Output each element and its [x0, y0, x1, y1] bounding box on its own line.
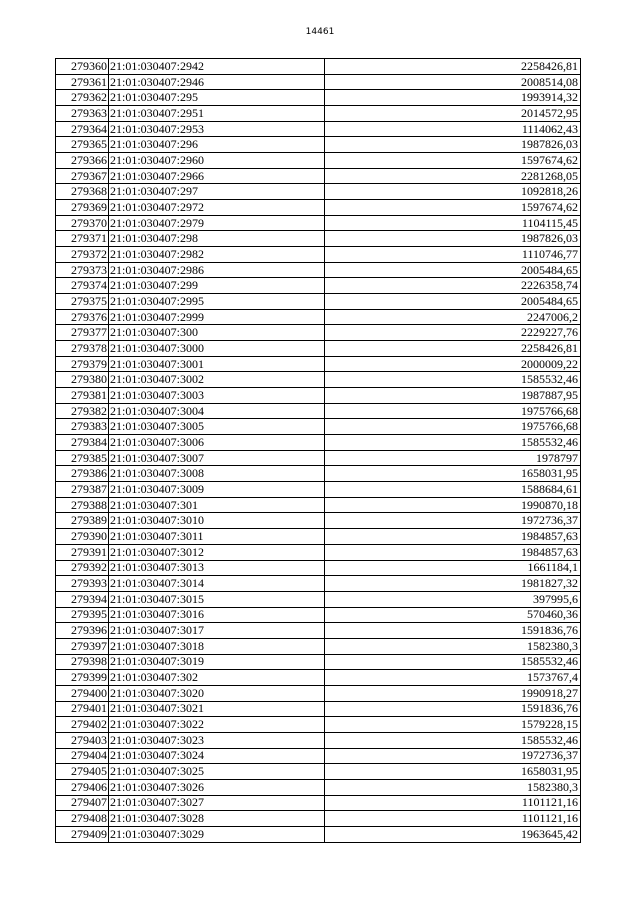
table-row	[56, 325, 581, 341]
table-row	[56, 90, 581, 106]
cadastral-value-cell: 1585532,46	[325, 435, 581, 451]
cadastral-value-cell: 1582380,3	[325, 779, 581, 795]
row-number-cell: 279403	[56, 732, 109, 748]
page-number: 14461	[305, 27, 335, 37]
table-row	[56, 403, 581, 419]
row-number-cell: 279408	[56, 811, 109, 827]
cadastral-value-cell: 2226358,74	[325, 278, 581, 294]
row-number-cell: 279368	[56, 184, 109, 200]
cadastral-value-cell: 1978797	[325, 450, 581, 466]
row-number-cell: 279395	[56, 607, 109, 623]
table-row	[56, 137, 581, 153]
cadastral-number-cell: 21:01:030407:2995	[109, 294, 325, 310]
cadastral-value-cell: 1990870,18	[325, 497, 581, 513]
row-number-cell: 279377	[56, 325, 109, 341]
cadastral-number-cell: 21:01:030407:3024	[109, 748, 325, 764]
row-number-cell: 279391	[56, 544, 109, 560]
cadastral-value-cell: 2005484,65	[325, 262, 581, 278]
row-number-cell: 279369	[56, 200, 109, 216]
cadastral-value-cell: 1582380,3	[325, 638, 581, 654]
cadastral-number-cell: 21:01:030407:3012	[109, 544, 325, 560]
row-number-cell: 279402	[56, 717, 109, 733]
cadastral-value-cell: 1579228,15	[325, 717, 581, 733]
cadastral-value-cell: 1585532,46	[325, 372, 581, 388]
cadastral-value-cell: 1984857,63	[325, 544, 581, 560]
table-row	[56, 638, 581, 654]
cadastral-value-cell: 2014572,95	[325, 106, 581, 122]
cadastral-number-cell: 21:01:030407:3028	[109, 811, 325, 827]
cadastral-number-cell: 21:01:030407:301	[109, 497, 325, 513]
table-row	[56, 59, 581, 75]
row-number-cell: 279387	[56, 482, 109, 498]
cadastral-value-cell: 1092818,26	[325, 184, 581, 200]
cadastral-number-cell: 21:01:030407:3017	[109, 623, 325, 639]
cadastral-number-cell: 21:01:030407:297	[109, 184, 325, 200]
table-row	[56, 826, 581, 842]
table-row	[56, 544, 581, 560]
table-row	[56, 168, 581, 184]
table-row	[56, 200, 581, 216]
cadastral-value-table	[55, 58, 581, 843]
cadastral-number-cell: 21:01:030407:2982	[109, 247, 325, 263]
table-row	[56, 748, 581, 764]
table-row	[56, 576, 581, 592]
cadastral-value-cell: 1987887,95	[325, 388, 581, 404]
cadastral-number-cell: 21:01:030407:3013	[109, 560, 325, 576]
row-number-cell: 279380	[56, 372, 109, 388]
row-number-cell: 279404	[56, 748, 109, 764]
cadastral-number-cell: 21:01:030407:3027	[109, 795, 325, 811]
row-number-cell: 279373	[56, 262, 109, 278]
cadastral-number-cell: 21:01:030407:2942	[109, 59, 325, 75]
cadastral-number-cell: 21:01:030407:3026	[109, 779, 325, 795]
cadastral-value-cell: 1963645,42	[325, 826, 581, 842]
table-row	[56, 215, 581, 231]
table-row	[56, 701, 581, 717]
cadastral-number-cell: 21:01:030407:3021	[109, 701, 325, 717]
table-row	[56, 356, 581, 372]
table-row	[56, 764, 581, 780]
cadastral-number-cell: 21:01:030407:2946	[109, 74, 325, 90]
cadastral-number-cell: 21:01:030407:2960	[109, 153, 325, 169]
cadastral-number-cell: 21:01:030407:3018	[109, 638, 325, 654]
table-row	[56, 811, 581, 827]
cadastral-value-cell: 1588684,61	[325, 482, 581, 498]
table-row	[56, 607, 581, 623]
row-number-cell: 279389	[56, 513, 109, 529]
cadastral-number-cell: 21:01:030407:3019	[109, 654, 325, 670]
row-number-cell: 279366	[56, 153, 109, 169]
cadastral-value-cell: 1597674,62	[325, 200, 581, 216]
row-number-cell: 279376	[56, 309, 109, 325]
cadastral-value-cell: 1573767,4	[325, 670, 581, 686]
cadastral-value-cell: 1987826,03	[325, 231, 581, 247]
row-number-cell: 279388	[56, 497, 109, 513]
cadastral-value-cell: 1975766,68	[325, 419, 581, 435]
row-number-cell: 279375	[56, 294, 109, 310]
table-row	[56, 717, 581, 733]
cadastral-number-cell: 21:01:030407:3011	[109, 529, 325, 545]
table-row	[56, 74, 581, 90]
cadastral-number-cell: 21:01:030407:295	[109, 90, 325, 106]
row-number-cell: 279381	[56, 388, 109, 404]
table-row	[56, 591, 581, 607]
cadastral-value-cell: 2008514,08	[325, 74, 581, 90]
cadastral-number-cell: 21:01:030407:3009	[109, 482, 325, 498]
table-row	[56, 435, 581, 451]
table-row	[56, 560, 581, 576]
cadastral-number-cell: 21:01:030407:3020	[109, 685, 325, 701]
cadastral-value-cell: 1972736,37	[325, 748, 581, 764]
cadastral-value-cell: 2000009,22	[325, 356, 581, 372]
cadastral-value-cell: 1585532,46	[325, 654, 581, 670]
cadastral-value-cell: 1981827,32	[325, 576, 581, 592]
table-row	[56, 153, 581, 169]
table-body	[56, 59, 581, 843]
table-row	[56, 482, 581, 498]
cadastral-value-cell: 1597674,62	[325, 153, 581, 169]
cadastral-value-cell: 2281268,05	[325, 168, 581, 184]
cadastral-number-cell: 21:01:030407:3014	[109, 576, 325, 592]
cadastral-value-cell: 1110746,77	[325, 247, 581, 263]
cadastral-value-cell: 1591836,76	[325, 623, 581, 639]
cadastral-number-cell: 21:01:030407:2953	[109, 121, 325, 137]
cadastral-value-cell: 2258426,81	[325, 59, 581, 75]
table-row	[56, 513, 581, 529]
table-row	[56, 278, 581, 294]
cadastral-number-cell: 21:01:030407:302	[109, 670, 325, 686]
table-row	[56, 121, 581, 137]
cadastral-number-cell: 21:01:030407:2966	[109, 168, 325, 184]
cadastral-value-cell: 1993914,32	[325, 90, 581, 106]
row-number-cell: 279363	[56, 106, 109, 122]
row-number-cell: 279383	[56, 419, 109, 435]
table-row	[56, 106, 581, 122]
row-number-cell: 279397	[56, 638, 109, 654]
table-row	[56, 654, 581, 670]
table-row	[56, 529, 581, 545]
cadastral-number-cell: 21:01:030407:3022	[109, 717, 325, 733]
row-number-cell: 279370	[56, 215, 109, 231]
cadastral-number-cell: 21:01:030407:2972	[109, 200, 325, 216]
cadastral-value-cell: 1591836,76	[325, 701, 581, 717]
row-number-cell: 279382	[56, 403, 109, 419]
row-number-cell: 279407	[56, 795, 109, 811]
cadastral-number-cell: 21:01:030407:3006	[109, 435, 325, 451]
cadastral-value-cell: 397995,6	[325, 591, 581, 607]
cadastral-number-cell: 21:01:030407:3005	[109, 419, 325, 435]
row-number-cell: 279406	[56, 779, 109, 795]
cadastral-number-cell: 21:01:030407:3023	[109, 732, 325, 748]
cadastral-value-cell: 1972736,37	[325, 513, 581, 529]
row-number-cell: 279394	[56, 591, 109, 607]
cadastral-value-cell: 2005484,65	[325, 294, 581, 310]
row-number-cell: 279390	[56, 529, 109, 545]
cadastral-value-cell: 2229227,76	[325, 325, 581, 341]
cadastral-number-cell: 21:01:030407:3016	[109, 607, 325, 623]
table-row	[56, 779, 581, 795]
row-number-cell: 279384	[56, 435, 109, 451]
row-number-cell: 279398	[56, 654, 109, 670]
cadastral-number-cell: 21:01:030407:3004	[109, 403, 325, 419]
cadastral-number-cell: 21:01:030407:3015	[109, 591, 325, 607]
table-row	[56, 419, 581, 435]
cadastral-number-cell: 21:01:030407:2999	[109, 309, 325, 325]
row-number-cell: 279371	[56, 231, 109, 247]
table-row	[56, 670, 581, 686]
cadastral-number-cell: 21:01:030407:296	[109, 137, 325, 153]
cadastral-number-cell: 21:01:030407:3003	[109, 388, 325, 404]
cadastral-number-cell: 21:01:030407:3010	[109, 513, 325, 529]
row-number-cell: 279372	[56, 247, 109, 263]
row-number-cell: 279367	[56, 168, 109, 184]
row-number-cell: 279385	[56, 450, 109, 466]
row-number-cell: 279360	[56, 59, 109, 75]
table-row	[56, 450, 581, 466]
cadastral-number-cell: 21:01:030407:2986	[109, 262, 325, 278]
row-number-cell: 279405	[56, 764, 109, 780]
cadastral-value-cell: 1990918,27	[325, 685, 581, 701]
cadastral-value-cell: 1658031,95	[325, 466, 581, 482]
row-number-cell: 279378	[56, 341, 109, 357]
cadastral-number-cell: 21:01:030407:3000	[109, 341, 325, 357]
row-number-cell: 279374	[56, 278, 109, 294]
cadastral-value-cell: 1658031,95	[325, 764, 581, 780]
table-row	[56, 231, 581, 247]
cadastral-value-cell: 1987826,03	[325, 137, 581, 153]
cadastral-value-cell: 1661184,1	[325, 560, 581, 576]
row-number-cell: 279396	[56, 623, 109, 639]
table-row	[56, 341, 581, 357]
row-number-cell: 279379	[56, 356, 109, 372]
cadastral-number-cell: 21:01:030407:3025	[109, 764, 325, 780]
cadastral-number-cell: 21:01:030407:3008	[109, 466, 325, 482]
cadastral-value-cell: 2247006,2	[325, 309, 581, 325]
cadastral-number-cell: 21:01:030407:300	[109, 325, 325, 341]
table-row	[56, 623, 581, 639]
row-number-cell: 279401	[56, 701, 109, 717]
table-row	[56, 372, 581, 388]
table-row	[56, 247, 581, 263]
row-number-cell: 279400	[56, 685, 109, 701]
cadastral-number-cell: 21:01:030407:3002	[109, 372, 325, 388]
cadastral-number-cell: 21:01:030407:298	[109, 231, 325, 247]
cadastral-number-cell: 21:01:030407:3001	[109, 356, 325, 372]
table-row	[56, 388, 581, 404]
row-number-cell: 279392	[56, 560, 109, 576]
cadastral-value-cell: 1101121,16	[325, 795, 581, 811]
table-row	[56, 309, 581, 325]
table-row	[56, 294, 581, 310]
cadastral-value-cell: 2258426,81	[325, 341, 581, 357]
row-number-cell: 279386	[56, 466, 109, 482]
cadastral-number-cell: 21:01:030407:3007	[109, 450, 325, 466]
cadastral-value-cell: 570460,36	[325, 607, 581, 623]
table-row	[56, 184, 581, 200]
cadastral-value-cell: 1104115,45	[325, 215, 581, 231]
cadastral-number-cell: 21:01:030407:3029	[109, 826, 325, 842]
table-row	[56, 262, 581, 278]
row-number-cell: 279393	[56, 576, 109, 592]
row-number-cell: 279399	[56, 670, 109, 686]
table-row	[56, 795, 581, 811]
row-number-cell: 279364	[56, 121, 109, 137]
table-row	[56, 466, 581, 482]
cadastral-value-cell: 1114062,43	[325, 121, 581, 137]
row-number-cell: 279362	[56, 90, 109, 106]
table-row	[56, 685, 581, 701]
cadastral-number-cell: 21:01:030407:2951	[109, 106, 325, 122]
row-number-cell: 279409	[56, 826, 109, 842]
cadastral-value-cell: 1101121,16	[325, 811, 581, 827]
cadastral-value-cell: 1585532,46	[325, 732, 581, 748]
row-number-cell: 279365	[56, 137, 109, 153]
cadastral-value-cell: 1984857,63	[325, 529, 581, 545]
row-number-cell: 279361	[56, 74, 109, 90]
cadastral-number-cell: 21:01:030407:299	[109, 278, 325, 294]
table-row	[56, 732, 581, 748]
cadastral-number-cell: 21:01:030407:2979	[109, 215, 325, 231]
table-row	[56, 497, 581, 513]
cadastral-value-cell: 1975766,68	[325, 403, 581, 419]
